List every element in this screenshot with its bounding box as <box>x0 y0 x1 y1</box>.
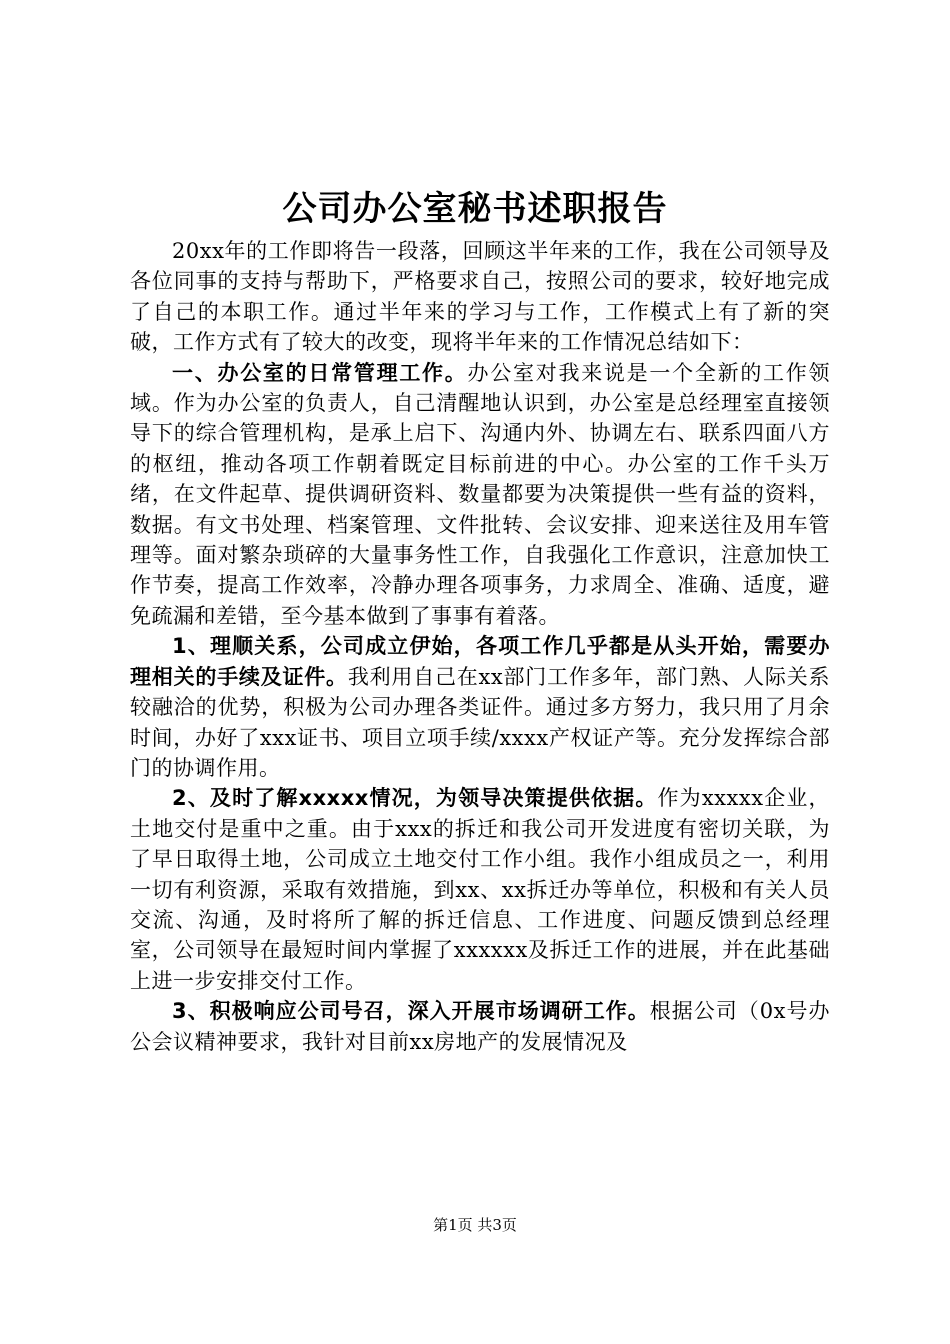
paragraph-text: 办公室对我来说是一个全新的工作领域。作为办公室的负责人，自己清醒地认识到，办公室是总经理室直接领导下的综合管理机构，是承上启下、沟通内外、协调左右、联系四面八方的枢纽，推动各项工作朝着既定目标前进的中心。办公室的工作千头万绪，在文件起草、提供调研资料、数量都要为决策提供一些有益的资料，数据。有文书处理、档案管理、文件批转、会议安排、迎来送往及用车管理等。面对繁杂琐碎的大量事务性工作，自我强化工作意识，注意加快工作节奏，提高工作效率，冷静办理各项事务，力求周全、准确、适度，避免疏漏和差错，至今基本做到了事事有着落。 <box>130 360 831 628</box>
paragraph-text: 根据公司（0x号办公会议精神要求，我针对目前xx房地产的发展情况及 <box>130 999 830 1054</box>
document-body <box>130 236 830 1057</box>
paragraph-text: 作为xxxxx企业，土地交付是重中之重。由于xxx的拆迁和我公司开发进度有密切关联，为了早日取得土地，公司成立土地交付工作小组。我作小组成员之一，利用一切有利资源，采取有效措施，到xx、xx拆迁办等单位，积极和有关人员交流、沟通，及时将所了解的拆迁信息、工作进度、问题反馈到总经理室，公司领导在最短时间内掌握了xxxxxx及拆迁工作的进展，并在此基础上进一步安排交付工作。 <box>130 786 831 993</box>
paragraph-item-3 <box>130 996 830 1057</box>
paragraph-intro <box>130 236 830 358</box>
paragraph-lead: 3、积极响应公司号召，深入开展市场调研工作。 <box>172 999 650 1024</box>
paragraph-item-2 <box>130 783 830 996</box>
paragraph-text: 我利用自己在xx部门工作多年，部门熟、人际关系较融洽的优势，积极为公司办理各类证件。通过多方努力，我只用了月余时间，办好了xxx证书、项目立项手续/xxxx产权证产等。充分发挥综合部门的协调作用。 <box>130 664 830 780</box>
paragraph-lead: 一、办公室的日常管理工作。 <box>172 360 468 385</box>
document-title: 公司办公室秘书述职报告 <box>282 189 668 229</box>
paragraph-text: 20xx年的工作即将告一段落，回顾这半年来的工作，我在公司领导及各位同事的支持与帮助下，严格要求自己，按照公司的要求，较好地完成了自己的本职工作。通过半年来的学习与工作，工作模式上有了新的突破，工作方式有了较大的改变，现将半年来的工作情况总结如下： <box>130 239 830 355</box>
paragraph-section-1 <box>130 358 830 632</box>
paragraph-item-1 <box>130 631 830 783</box>
page-footer: 第1页 共3页 <box>433 1216 517 1234</box>
paragraph-lead: 1、理顺关系，公司成立伊始，各项工作几乎都是从头开始，需要办理相关的手续及证件。 <box>130 634 830 689</box>
paragraph-lead: 2、及时了解xxxxx情况，为领导决策提供依据。 <box>172 786 658 811</box>
